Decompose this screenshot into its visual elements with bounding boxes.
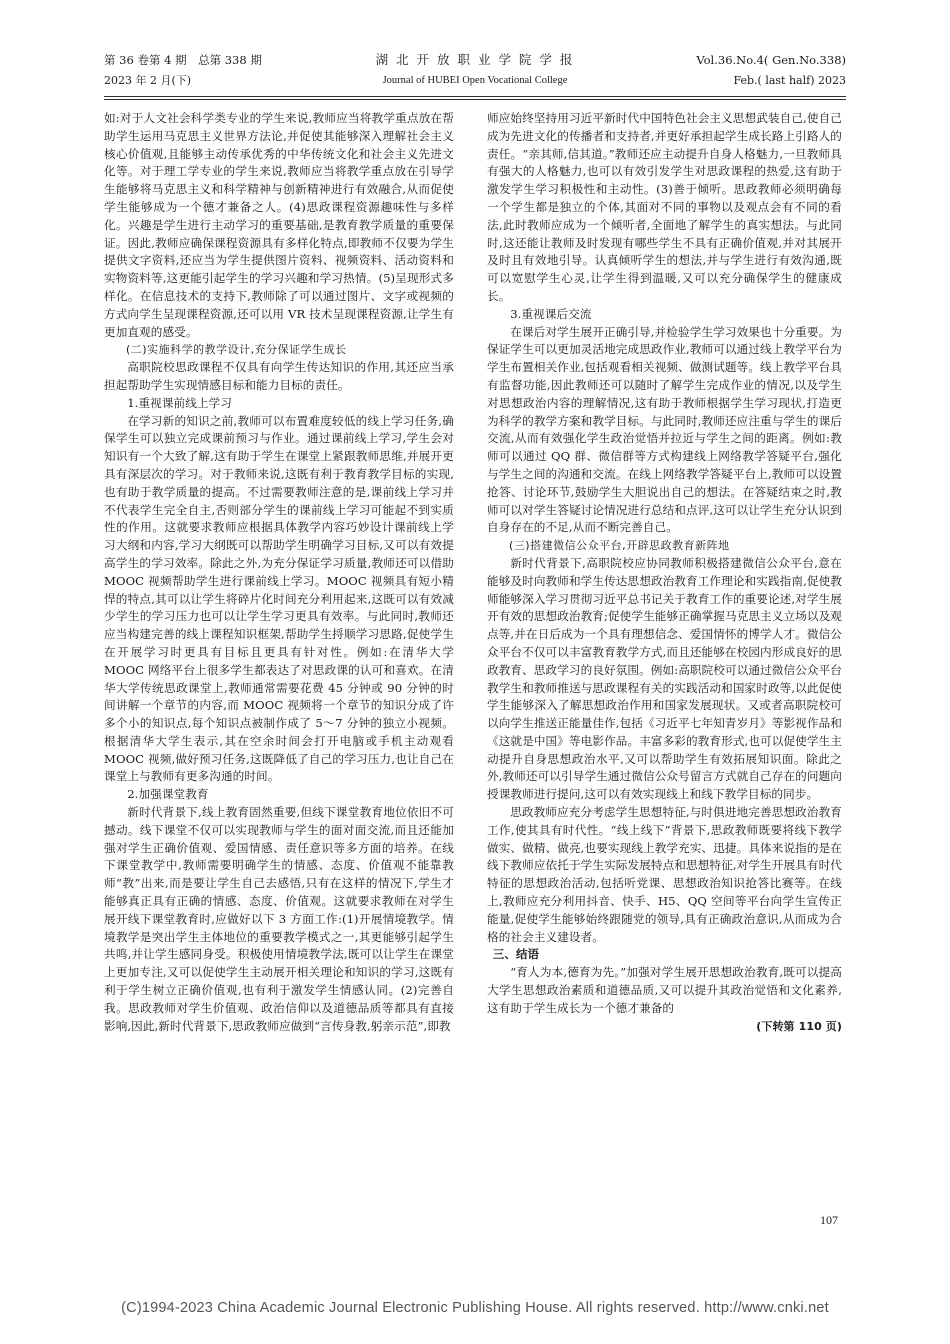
paragraph: 师应始终坚持用习近平新时代中国特色社会主义思想武装自己,使自己成为先进文化的传播者和支持者,并更好承担起学生成长路上引路人的责任。“亲其师,信其道。”教师还应主动提升自身人格魅力,一旦教师具有强大的人格魅力,也可以有效引发学生对思政课程的热爱,这有助于激发学生学习积极性和主动性。(3)善于倾听。思政教师必须明确每一个学生都是独立的个体,其面对不同的事物以及观点会有不同的看法,此时教师应成为一个倾听者,全面地了解学生的真实想法。与此同时,这还能让教师及时发现有哪些学生不具有正确价值观,并对其展开及时且有效地引导。认真倾听学生的想法,并与学生进行有效沟通,既可以宽慰学生心灵,让学生得到温暖,又可以充分确保学生的健康成长。 xyxy=(487,111,842,303)
running-header xyxy=(104,52,846,92)
paragraph: 在课后对学生展开正确引导,并检验学生学习效果也十分重要。为保证学生可以更加灵活地完成思政作业,教师可以通过线上教学平台为学生布置相关作业,包括观看相关视频、做测试题等。线上教学平台具有监督功能,因此教师还可以随时了解学生完成作业的情况,以及学生对思想政治内容的理解情况,这有助于教师根据学生学习现状,打造更为科学的教学方案和教学目标。与此同时,教师还应注重与学生的课后交流,从而有效强化学生政治觉悟并拉近与学生之间的距离。例如:教师可以通过 QQ 群、微信群等方式构建线上网络教学答疑平台,强化与学生之间的沟通和交流。在线上网络教学答疑平台上,教师可以设置抢答、讨论环节,鼓励学生大胆说出自己的想法。在答疑结束之时,教师可以对学生答疑讨论情况进行总结和点评,这可以让学生充分认识到自身存在的不足,从而不断完善自己。 xyxy=(487,324,842,535)
header-date: 2023 年 2 月(下) xyxy=(104,74,192,87)
subsection-heading: 3.重视课后交流 xyxy=(510,306,592,321)
left-column xyxy=(104,110,454,1035)
header-journal-en: Journal of HUBEI Open Vocational College xyxy=(382,75,568,86)
paragraph: 在学习新的知识之前,教师可以布置难度较低的线上学习任务,确保学生可以独立完成课前预习与作业。通过课前线上学习,学生会对知识有一个大致了解,这有助于学生在课堂上紧跟教师思维,并展开更具有深层次的学习。对于教师来说,这既有利于教育教学目标的实现,也有助于教学质量的提高。不过需要教师注意的是,课前线上学习并不代表学生完全自主,否则部分学生的课前线上学习可能起不到实质性的作用。这就要求教师应根据具体教学内容巧妙设计课前线上学习大纲和内容,学习大纲既可以帮助学生明确学习目标,又可以有效提高学生的学习效率。除此之外,为充分保证学习质量,教师还可以借助 MOOC 视频帮助学生进行课前线上学习。MOOC 视频具有短小精悍的特点,其可以让学生将碎片化时间充分利用起来,这既可以有效减少学生的学习压力也可以让学生学习更具有效率。与此同时,教师还应当构建完善的线上课程知识框架,帮助学生捋顺学习思路,促使学生在开展学习时更具有目标且更具有针对性。例如:在清华大学 MOOC 网络平台上很多学生都表达了对思政课的认可和喜欢。在清华大学传统思政课堂上,教师通常需要花费 45 分钟或 90 分钟的时间讲解一个章节的内容,而 MOOC 视频将一个章节的知识分成了许多个小的知识点,每个知识点被制作成了 5～7 分钟的独立小视频。根据清华大学生表示,其在空余时间会打开电脑或手机主动观看 MOOC 视频,做好预习任务,这既降低了自己的学习压力,也让自己在课堂上与教师有更多沟通的时间。 xyxy=(104,413,454,784)
paragraph: 如:对于人文社会科学类专业的学生来说,教师应当将教学重点放在帮助学生运用马克思主义世界方法论,并促使其能够深入理解社会主义核心价值观,且能够主动传承优秀的中华传统文化和社会主义先进文化等。对于理工学专业的学生来说,教师应当将教学重点放在引导学生能够将马克思主义和科学精神与创新精神进行有效融合,从而促使学生能够成为一个德才兼备之人。(4)思政课程资源趣味性与多样化。兴趣是学生进行主动学习的重要基础,是教育教学质量的重要保证。因此,教师应确保课程资源具有多样化特点,即教师不仅要为学生提供文字资料,还应当为学生提供图片资料、视频资料、活动资料和实物资料等,这更能引起学生的学习兴趣和学习热情。(5)呈现形式多样化。在信息技术的支持下,教师除了可以通过图片、文字或视频的方式向学生呈现课程资源,还可以用 VR 技术呈现课程资源,让学生有更加直观的感受。 xyxy=(104,111,454,339)
header-date-en: Feb.( last half) 2023 xyxy=(733,74,846,87)
subsection-heading: 2.加强课堂教育 xyxy=(127,787,209,802)
copyright-footer: (C)1994-2023 China Academic Journal Electronic Publishing House. All rights reserved. http://www.cnki.net xyxy=(121,1300,829,1316)
page-number: 107 xyxy=(820,1213,838,1227)
header-rule-top xyxy=(104,96,846,97)
section-heading: (三)搭建微信公众平台,开辟思政教育新阵地 xyxy=(509,539,730,553)
paragraph: 新时代背景下,线上教育固然重要,但线下课堂教育地位依旧不可撼动。线下课堂不仅可以实现教师与学生的面对面交流,而且还能加强对学生正确价值观、爱国情感、责任意识等多方面的培养。在线下课堂教学中,教师需要明确学生的情感、态度、价值观不能靠教师“教”出来,而是要让学生自己去感悟,只有在这样的情况下,学生才能够真正具有正确的情感、态度、价值观。这就要求教师在对学生展开线下课堂教育时,应做好以下 3 方面工作:(1)开展情境教学。情境教学是突出学生主体地位的重要教学模式之一,其更能够引起学生共鸣,并让学生感同身受。积极使用情境教学法,既可以让学生在课堂上更加专注,又可以促使学生主动展开相关理论和知识的学习,这既有利于学生树立正确价值观,也有利于激发学生情感认同。(2)完善自我。思政教师对学生价值观、政治信仰以及道德品质等都具有直接影响,因此,新时代背景下,思政教师应做到“言传身教,躬亲示范”,即教 xyxy=(104,805,454,1033)
header-vol-en: Vol.36.No.4( Gen.No.338) xyxy=(696,53,846,67)
paragraph: 新时代背景下,高职院校应协同教师积极搭建微信公众平台,意在能够及时向教师和学生传达思想政治教育工作理论和实践指南,促使教师能够深入学习贯彻习近平总书记关于教育工作的重要论述,对学生展开有效的思想政治教育;促使学生能够正确掌握马克思主义立场以及观点等,并在日后成为一个具有理想信念、爱国情怀的博学人才。微信公众平台不仅可以丰富教育教学方式,而且还能够在校园内形成良好的思政教育、思政学习的良好氛围。例如:高职院校可以通过微信公众平台教学生和教师推送与思政课程有关的实践活动和国家时政等,以此促使学生能够深入了解思想政治作用和国家发展现状。又或者高职院校可以向学生推送正能量佳作,包括《习近平七年知青岁月》等影视作品和《这就是中国》等电影作品。丰富多彩的教育形式,也可以促使学生主动提升自身思想政治水平,又可以帮助学生有效拓展知识面。除此之外,教师还可以引导学生通过微信公众号留言方式就自己存在的问题向授课教师进行提问,这可以有效实现线上和线下教学目标的同步。 xyxy=(487,555,842,802)
section-heading: (二)实施科学的教学设计,充分保证学生成长 xyxy=(126,343,347,357)
right-column xyxy=(487,110,842,1035)
header-journal-cn: 湖 北 开 放 职 业 学 院 学 报 xyxy=(375,52,575,67)
paragraph: 思政教师应充分考虑学生思想特征,与时俱进地完善思想政治教育工作,使其具有时代性。“线上线下”背景下,思政教师既要将线下教学做实、做精、做亮,也要实现线上教学充实、迅捷。具体来说指的是在线下教师应依托于学生实际发展特点和思想特征,对学生开展具有时代特征的思想政治活动,包括听党课、思想政治知识抢答比赛等。在线上,教师应充分利用抖音、快手、H5、QQ 空间等平台向学生宣传正能量,促使学生能够始终跟随党的领导,具有正确政治意识,从而成为合格的社会主义建设者。 xyxy=(487,805,842,944)
subsection-heading: 1.重视课前线上学习 xyxy=(127,395,232,410)
conclusion-heading: 三、结语 xyxy=(492,947,540,962)
paragraph: 高职院校思政课程不仅具有向学生传达知识的作用,其还应当承担起帮助学生实现情感目标和能力目标的责任。 xyxy=(104,360,454,392)
continued-note: (下转第 110 页) xyxy=(756,1019,842,1033)
header-volume: 第 36 卷第 4 期 总第 338 期 xyxy=(104,53,262,67)
paragraph: “育人为本,德育为先。”加强对学生展开思想政治教育,既可以提高大学生思想政治素质和道德品质,又可以提升其政治觉悟和文化素养,这有助于学生成长为一个德才兼备的 xyxy=(487,965,842,1015)
header-rule-bottom xyxy=(104,99,846,100)
